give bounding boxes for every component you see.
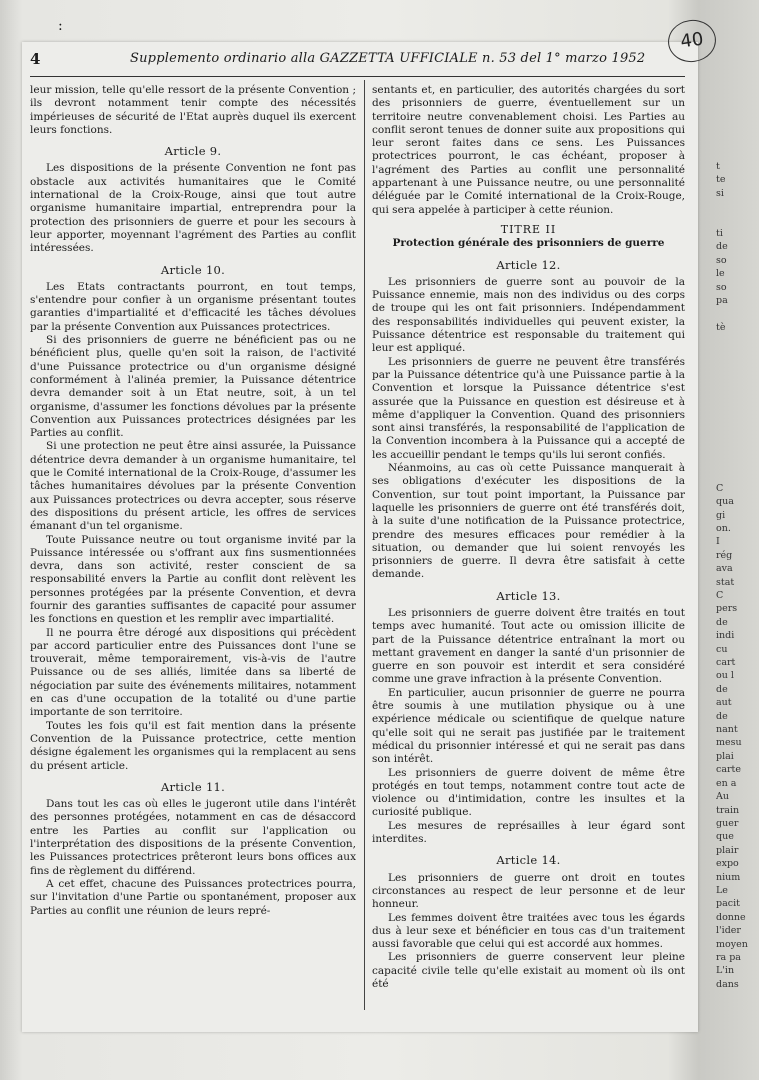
adjacent-page-fragment <box>716 334 759 347</box>
adjacent-page-fragment: moyen <box>716 938 748 950</box>
adjacent-page-fragment: cu <box>716 643 728 655</box>
adjacent-page-fragment: ti <box>716 228 723 240</box>
adjacent-page-fragment: pacit <box>716 898 740 910</box>
adjacent-page-fragment: l'ider <box>716 925 741 937</box>
article-10-paragraph: Toute Puissance neutre ou tout organisme invité par la Puissance intéressée ou s'offrant aux fins susmentionnées devra, dans son activité, rester conscient de sa responsabilité envers la Partie au conflit dont relèvent les personnes protégées par la présente Convention, et devra fournir des garanties suffisantes de capacité pour assumer les fonctions en question et les remplir avec impartialité. <box>30 533 356 626</box>
adjacent-page-fragment: nant <box>716 724 738 736</box>
article-13-paragraph: Les mesures de représailles à leur égard sont interdites. <box>372 819 685 846</box>
adjacent-page-fragment: pers <box>716 603 738 615</box>
adjacent-page-fragment: gi <box>716 509 726 521</box>
handwritten-page-number: 40 <box>665 17 718 65</box>
adjacent-page-fragment: aut <box>716 697 732 709</box>
adjacent-page-fragment: I <box>716 536 720 548</box>
adjacent-page-fragment <box>716 415 759 428</box>
adjacent-page-fragment: on. <box>716 522 731 534</box>
article-10-paragraph: Si des prisonniers de guerre ne bénéficient pas ou ne bénéficient plus, quelle qu'en soit la raison, de l'activité d'une Puissance protectrice ou d'un organisme désigné conformément à l'alinéa premier, la Puissance détentrice devra demander soit à un Etat neutre, soit, à un tel organisme, d'assumer les fonctions dévolues par la présente Convention aux Puissances protectrices désignées par les Parties au conflit. <box>30 334 356 440</box>
article-11-heading: Article 11. <box>160 779 226 794</box>
adjacent-page-fragment: mesu <box>716 737 742 749</box>
article-14-paragraph: Les prisonniers de guerre ont droit en toutes circonstances au respect de leur personne et de leur honneur. <box>372 871 685 911</box>
adjacent-page-fragment: cart <box>716 657 736 669</box>
corner-mark: : <box>58 18 63 34</box>
article-9-paragraph: Les dispositions de la présente Convention ne font pas obstacle aux activités humanitaires que le Comité international de la Croix-Rouge, ainsi que tout autre organisme humanitaire impartial, entreprendra pour la protection des prisonniers de guerre et pour les secours à leur apporter, moyennant l'agrément des Parties au conflit intéressées. <box>30 162 356 255</box>
article-11-paragraph: A cet effet, chacune des Puissances protectrices pourra, sur l'invitation d'une Partie ou spontanément, proposer aux Parties au conflit une réunion de leurs repré- <box>30 877 356 917</box>
article-10-paragraph: Il ne pourra être dérogé aux dispositions qui précèdent par accord particulier entre des Puissances dont l'une se trouverait, même temporairement, vis-à-vis de l'autre Puissance ou de ses alliés, limitée dans sa liberté de négociation par suite des événements militaires, notamment en cas d'une occupation de la totalité ou d'une partie importante de son territoire. <box>30 626 356 719</box>
adjacent-page-fragment: que <box>716 831 734 843</box>
article-12-heading: Article 12. <box>496 257 561 272</box>
article-11-paragraph: Dans tout les cas où elles le jugeront utile dans l'intérêt des personnes protégées, notamment en cas de désaccord entre les Parties au conflit sur l'application ou l'interprétation des dispositions de la présente Convention, les Puissances protectrices prêteront leurs bons offices aux fins de règlement du différend. <box>30 798 356 877</box>
adjacent-page-fragment: de <box>716 241 728 253</box>
adjacent-page-fragment: so <box>716 254 727 266</box>
adjacent-page-fragment: ava <box>716 563 733 575</box>
adjacent-page-fragment: guer <box>716 817 739 829</box>
article-14-paragraph: Les femmes doivent être traitées avec tous les égards dus à leur sexe et bénéficier en tous cas d'un traitement aussi favorable que celui qui est accordé aux hommes. <box>372 911 685 951</box>
adjacent-page-fragment: ou l <box>716 670 734 682</box>
article-10-paragraph: Toutes les fois qu'il est fait mention dans la présente Convention de la Puissance protectrice, cette mention désigne également les organismes qui la remplacent au sens du présent article. <box>30 719 356 772</box>
adjacent-page-fragment: Le <box>716 884 728 896</box>
adjacent-page-fragment <box>716 388 759 401</box>
adjacent-page-fragment <box>716 428 759 441</box>
adjacent-page-fragment: expo <box>716 858 739 870</box>
adjacent-page-fragment <box>716 361 759 374</box>
adjacent-page-fragment: pa <box>716 295 728 307</box>
adjacent-page-fragment: so <box>716 281 727 293</box>
adjacent-page-fragment: dans <box>716 978 739 990</box>
adjacent-page-fragment: carte <box>716 764 741 776</box>
article-12-paragraph: Néanmoins, au cas où cette Puissance manquerait à ses obligations d'exécuter les dispositions de la Convention, sur tout point important, la Puissance par laquelle les prisonniers de guerre ont été transférés doit, à la suite d'une notification de la Puissance protectrice, prendre des mesures efficaces pour remédier à la situation, ou demander que lui soient renvoyés les prisonniers de guerre. Il devra être satisfait à cette demande. <box>372 462 685 581</box>
adjacent-page-fragment: en a <box>716 777 737 789</box>
page-number: 4 <box>30 50 41 68</box>
header-rule <box>30 76 685 77</box>
article-9-heading: Article 9. <box>164 144 222 159</box>
adjacent-page-fragment: plair <box>716 844 739 856</box>
adjacent-page-fragment <box>716 307 759 320</box>
adjacent-page-fragment: Au <box>716 791 729 803</box>
adjacent-page-fragment: nium <box>716 871 741 883</box>
header-title: Supplemento ordinario alla GAZZETTA UFFICIALE n. 53 del 1° marzo 1952 <box>130 51 646 66</box>
adjacent-page-fragment <box>716 214 759 227</box>
adjacent-page-fragment: C <box>716 590 724 601</box>
adjacent-page-fragment: le <box>716 268 725 280</box>
adjacent-page-fragment: donne <box>716 911 746 923</box>
adjacent-page-fragment <box>716 348 759 361</box>
adjacent-page-fragment: indi <box>716 630 735 642</box>
continuation-paragraph: sentants et, en particulier, des autorités chargées du sort des prisonniers de guerre, éventuellement sur un territoire neutre convenablement choisi. Les Parties au conflit seront tenues de donner suite aux propositions qui leur seront faites dans ce sens. Les Puissances protectrices pourront, le cas échéant, proposer à l'agrément des Parties au conflit une personnalité appartenant à une Puissance neutre, ou une personnalité déléguée par le Comité international de la Croix-Rouge, qui sera appelée à participer à cette réunion. <box>372 84 685 216</box>
article-14-heading: Article 14. <box>496 853 561 868</box>
intro-paragraph: leur mission, telle qu'elle ressort de la présente Convention ; ils devront notamment tenir compte des nécessités impérieuses de sécurité de l'Etat auprès duquel ils exercent leurs fonctions. <box>30 84 356 136</box>
right-column <box>372 84 685 1014</box>
article-10-paragraph: Si une protection ne peut être ainsi assurée, la Puissance détentrice devra demander à un organisme humanitaire, tel que le Comité international de la Croix-Rouge, d'assumer les tâches humanitaires dévolues par la présente Convention aux Puissances protectrices ou devra accepter, sous réserve des dispositions du présent article, les offres de services émanant d'un tel organisme. <box>30 440 356 533</box>
adjacent-page-fragment: de <box>716 710 728 722</box>
article-12-paragraph: Les prisonniers de guerre sont au pouvoir de la Puissance ennemie, mais non des individus ou des corps de troupe qui les ont fait prisonniers. Indépendamment des responsabilités individuelles qui peuvent exister, la Puissance détentrice est responsable du traitement qui leur est appliqué. <box>372 275 685 355</box>
adjacent-page-fragment: si <box>716 187 724 199</box>
adjacent-page-fragment: stat <box>716 576 735 588</box>
adjacent-page-fragment: tè <box>716 321 726 333</box>
titre-heading: TITRE II <box>500 222 557 236</box>
adjacent-page-fragment: L'in <box>716 965 735 977</box>
adjacent-page-fragment <box>716 200 759 213</box>
article-10-heading: Article 10. <box>160 262 226 277</box>
adjacent-page-fragment <box>716 442 759 455</box>
adjacent-page-fragment: qua <box>716 496 734 508</box>
article-12-paragraph: Les prisonniers de guerre ne peuvent être transférés par la Puissance détentrice qu'à une Puissance partie à la Convention et lorsque la Puissance détentrice s'est assurée que la Puissance en question est désireuse et à même d'appliquer la Convention. Quand des prisonniers sont ainsi transférés, la responsabilité de l'application de la Convention incombera à la Puissance qui a accepté de les accueillir pendant le temps qu'ils lui seront confiés. <box>372 355 685 461</box>
titre-subtitle: Protection générale des prisonniers de guerre <box>392 237 665 250</box>
article-13-paragraph: En particulier, aucun prisonnier de guerre ne pourra être soumis à une mutilation physique ou à une expérience médicale ou scientifique de quelque nature qu'elle soit qui ne serait pas justifiée par le traitement médical du prisonnier intéressé et qui ne serait pas dans son intérêt. <box>372 686 685 766</box>
adjacent-page-fragment: te <box>716 174 726 186</box>
running-header <box>30 50 685 72</box>
article-14-paragraph: Les prisonniers de guerre conservent leur pleine capacité civile telle qu'elle existait au moment où ils ont été <box>372 951 685 990</box>
adjacent-page-fragment: plai <box>716 750 734 762</box>
adjacent-page-fragment: train <box>716 804 740 816</box>
adjacent-page-fragment: rég <box>716 549 733 561</box>
adjacent-page-fragment: C <box>716 482 724 494</box>
article-13-heading: Article 13. <box>496 588 561 603</box>
adjacent-page-fragment <box>716 468 759 481</box>
adjacent-page-fragment: t <box>716 161 720 172</box>
adjacent-page-fragment <box>716 375 759 388</box>
adjacent-page-fragment: de <box>716 683 728 695</box>
adjacent-page-fragments <box>716 160 759 1040</box>
article-10-paragraph: Les Etats contractants pourront, en tout temps, s'entendre pour confier à un organisme présentant toutes garanties d'impartialité et d'efficacité les tâches dévolues par la présente Convention aux Puissances protectrices. <box>30 280 356 333</box>
adjacent-page-fragment: ra pa <box>716 951 741 963</box>
column-divider <box>364 80 365 1010</box>
adjacent-page-fragment <box>716 455 759 468</box>
adjacent-page-fragment: de <box>716 616 728 628</box>
article-13-paragraph: Les prisonniers de guerre doivent de même être protégés en tout temps, notamment contre tout acte de violence ou d'intimidation, contre les insultes et la curiosité publique. <box>372 766 685 819</box>
adjacent-page-fragment <box>716 401 759 414</box>
article-13-paragraph: Les prisonniers de guerre doivent être traités en tout temps avec humanité. Tout acte ou omission illicite de part de la Puissance détentrice entraînant la mort ou mettant gravement en danger la santé d'un prisonnier de guerre en son pouvoir est interdit et sera considéré comme une grave infraction à la présente Convention. <box>372 606 685 686</box>
left-column <box>30 84 356 1014</box>
